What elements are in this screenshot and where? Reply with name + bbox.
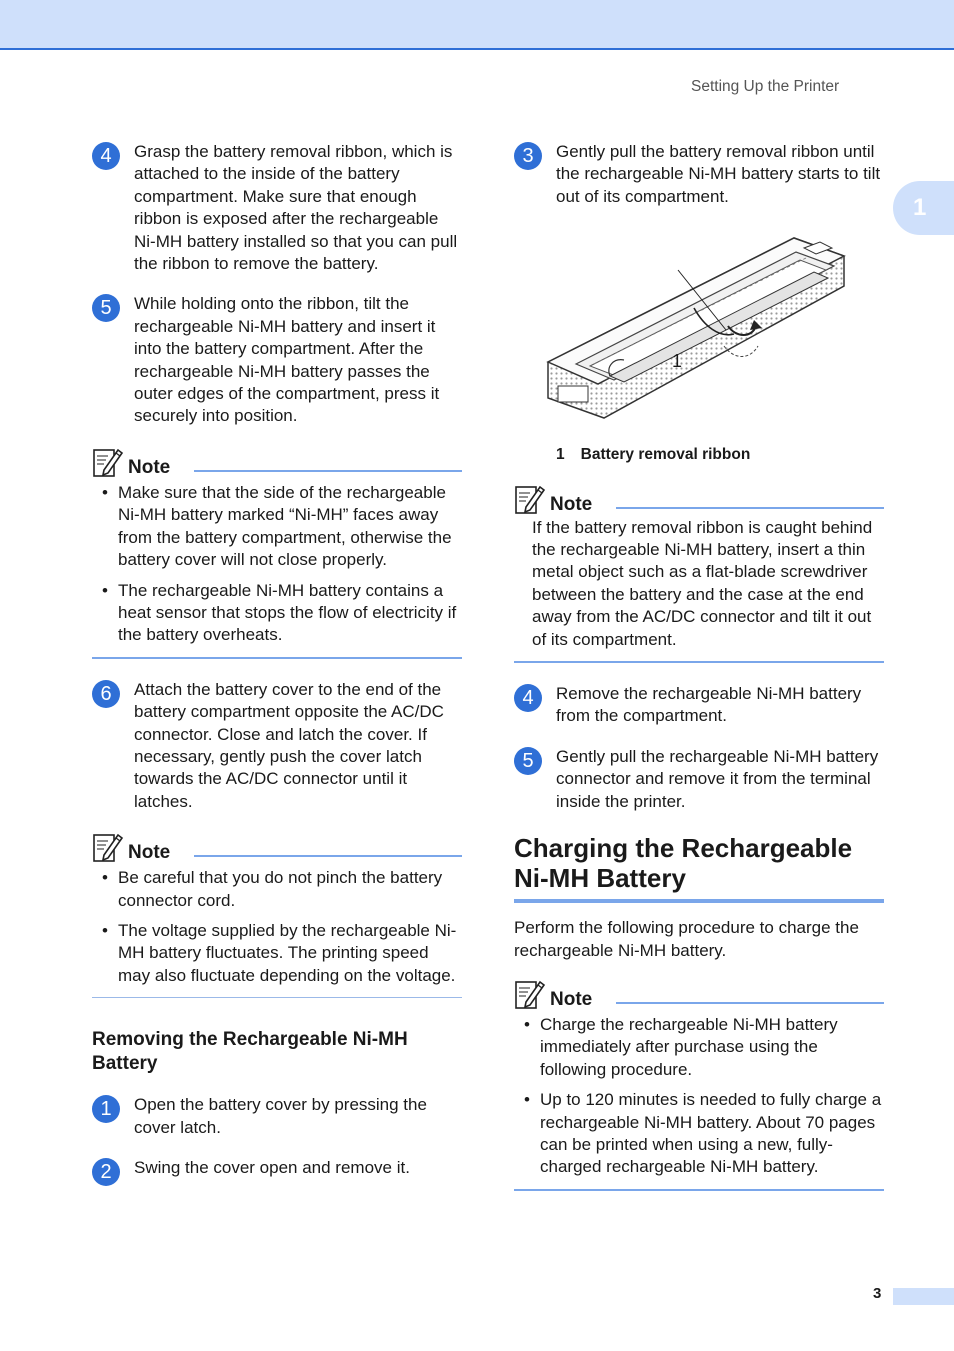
step-text: Grasp the battery removal ribbon, which is attached to the inside of the battery compartment. Make sure that enough ribbon is exposed after the rechargeable Ni-MH battery installed so that you can pull the ribbon to remove the battery. xyxy=(134,142,458,274)
step-text: Gently pull the battery removal ribbon until the rechargeable Ni-MH battery starts to tilt out of its compartment. xyxy=(556,142,881,206)
step-5 xyxy=(92,293,462,427)
section-heading: Charging the Rechargeable Ni-MH Battery xyxy=(514,833,884,903)
note-rule xyxy=(616,1002,884,1004)
note-item: • The rechargeable Ni-MH battery contains a heat sensor that stops the flow of electricity if the battery overheats. xyxy=(100,580,462,647)
note-box xyxy=(514,483,884,663)
note-title: Note xyxy=(550,988,593,1010)
page-number: 3 xyxy=(873,1285,882,1302)
step-text: Attach the battery cover to the end of the battery compartment opposite the AC/DC connector. Close and latch the cover. If necessary, gently push the cover latch towards the AC/DC connector until it latches. xyxy=(134,679,444,811)
step-number-badge: 4 xyxy=(92,142,120,170)
note-pencil-icon xyxy=(92,831,124,863)
figure-caption xyxy=(514,444,884,466)
note-rule xyxy=(194,470,462,472)
header-band xyxy=(0,0,954,50)
step-text: Remove the rechargeable Ni-MH battery from the compartment. xyxy=(556,684,862,726)
running-header: Setting Up the Printer xyxy=(691,78,840,95)
step-number-badge: 2 xyxy=(92,1158,120,1186)
subsection-heading: Removing the Rechargeable Ni-MH Battery xyxy=(92,1029,408,1075)
note-box xyxy=(514,978,884,1191)
caption-number: 1 xyxy=(556,446,565,464)
chapter-tab xyxy=(893,181,954,235)
note-box xyxy=(92,831,462,998)
step-6 xyxy=(92,679,462,813)
remove-step-2 xyxy=(92,1157,462,1183)
remove-step-5 xyxy=(514,746,884,813)
printer-battery-illustration xyxy=(514,226,884,436)
note-item: • Make sure that the side of the rechargeable Ni-MH battery marked “Ni-MH” faces away from the battery compartment, otherwise the battery cover will not close properly. xyxy=(100,482,462,572)
step-text: Open the battery cover by pressing the cover latch. xyxy=(134,1095,427,1137)
step-3 xyxy=(514,141,884,208)
note-item: • The voltage supplied by the rechargeable Ni-MH battery fluctuates. The printing speed may also fluctuate depending on the voltage. xyxy=(100,920,462,987)
remove-step-4 xyxy=(514,683,884,728)
note-item: • Be careful that you do not pinch the battery connector cord. xyxy=(100,867,462,912)
step-number-badge: 4 xyxy=(514,684,542,712)
note-rule xyxy=(616,507,884,509)
note-title: Note xyxy=(128,842,171,864)
step-text: Gently pull the rechargeable Ni-MH battery connector and remove it from the terminal inside the printer. xyxy=(556,746,879,811)
footer-band xyxy=(893,1288,954,1305)
note-pencil-icon xyxy=(92,446,124,478)
printer-illustration xyxy=(514,226,884,436)
note-item: • Charge the rechargeable Ni-MH battery immediately after purchase using the following procedure. xyxy=(522,1014,884,1081)
note-text: If the battery removal ribbon is caught behind the rechargeable Ni-MH battery, insert a thin metal object such as a flat-blade screwdriver between the battery and the case at the end away from the AC/DC connector and tilt it out of its compartment. xyxy=(532,517,873,649)
note-pencil-icon xyxy=(514,978,546,1010)
note-title: Note xyxy=(550,493,593,515)
right-column xyxy=(514,141,884,1211)
step-number-badge: 3 xyxy=(514,142,542,170)
caption-text: Battery removal ribbon xyxy=(580,446,751,464)
note-divider xyxy=(92,997,462,998)
step-number-badge: 5 xyxy=(514,747,542,775)
remove-step-1 xyxy=(92,1094,462,1139)
step-4 xyxy=(92,141,462,275)
left-column xyxy=(92,141,462,1197)
note-pencil-icon xyxy=(514,483,546,515)
note-divider xyxy=(514,661,884,663)
step-number-badge: 1 xyxy=(92,1095,120,1123)
note-title: Note xyxy=(128,456,171,478)
step-number-badge: 6 xyxy=(92,680,120,708)
chapter-number: 1 xyxy=(913,194,927,221)
step-number-badge: 5 xyxy=(92,294,120,322)
note-rule xyxy=(194,855,462,857)
note-box xyxy=(92,446,462,659)
note-item: • Up to 120 minutes is needed to fully charge a rechargeable Ni-MH battery. About 70 pages can be printed when using a new, fully-charged rechargeable Ni-MH battery. xyxy=(522,1089,884,1179)
note-divider xyxy=(92,657,462,659)
note-divider xyxy=(514,1189,884,1191)
intro-paragraph: Perform the following procedure to charge the rechargeable Ni-MH battery. xyxy=(514,918,859,960)
step-text: Swing the cover open and remove it. xyxy=(134,1158,410,1177)
figure-callout-label: 1 xyxy=(672,351,683,372)
step-text: While holding onto the ribbon, tilt the rechargeable Ni-MH battery and insert it into the battery compartment. After the rechargeable Ni-MH battery passes the outer edges of the compartment, press it securely into position. xyxy=(134,294,440,426)
